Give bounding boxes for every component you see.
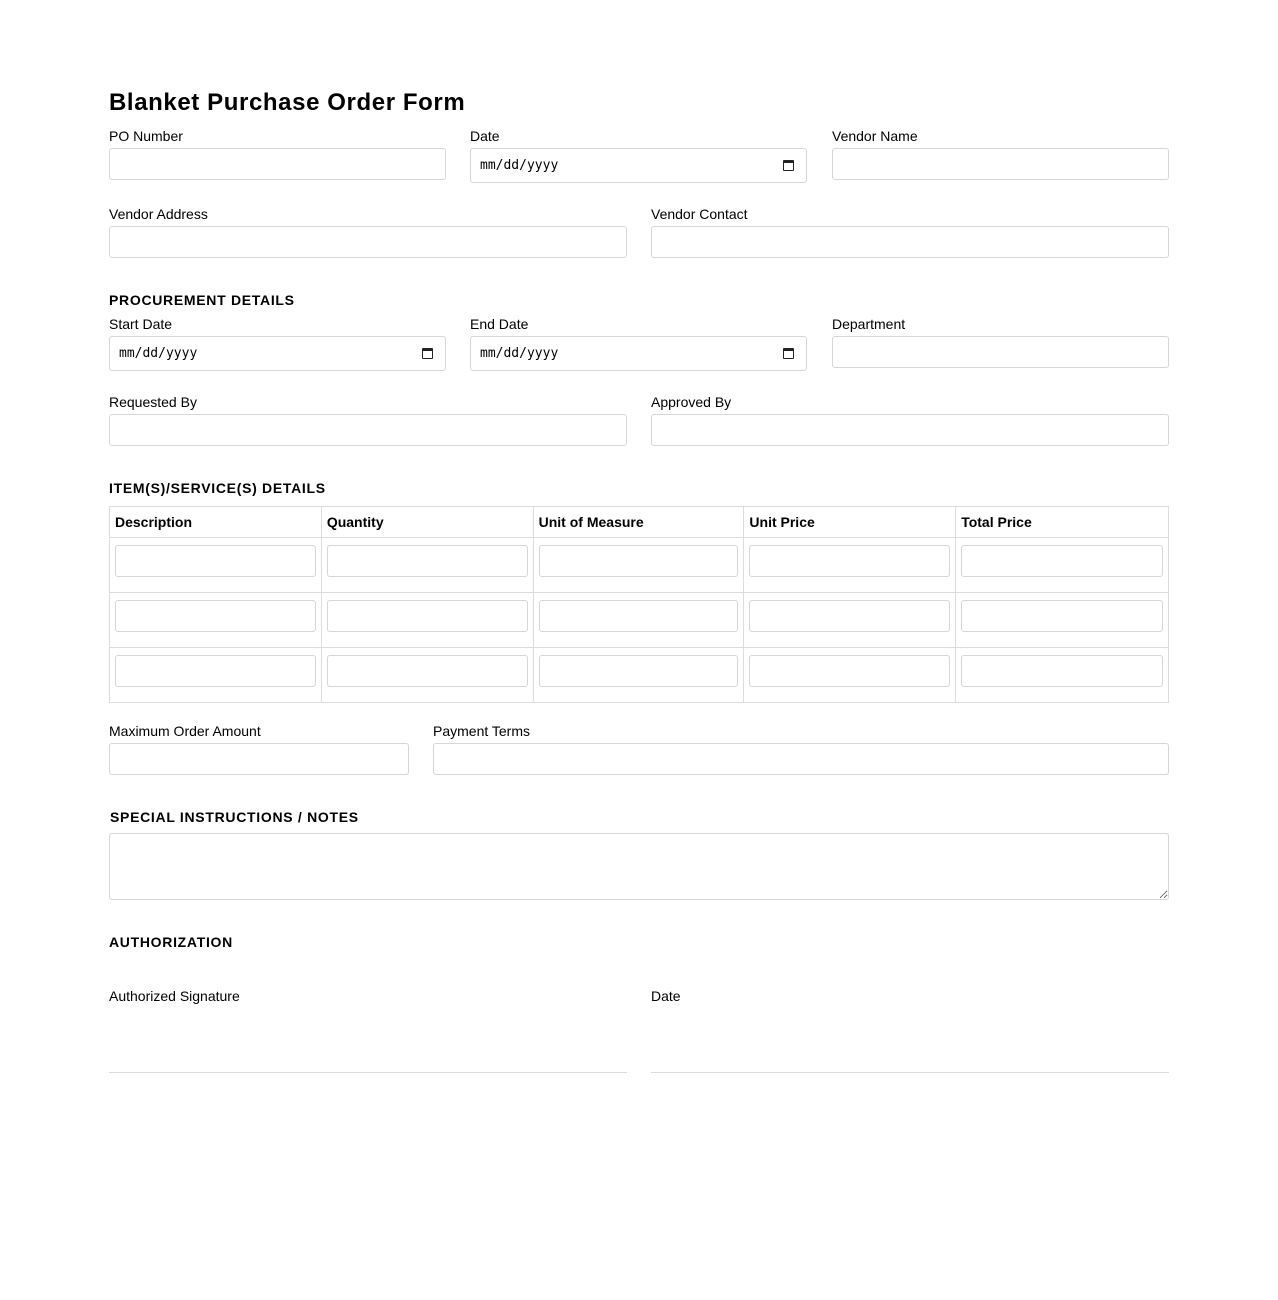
procurement-heading: PROCUREMENT DETAILS	[109, 292, 295, 308]
start-date-field	[109, 316, 446, 371]
max-order-amount-label: Maximum Order Amount	[109, 723, 261, 739]
vendor-name-field	[832, 128, 1169, 180]
date-label: Date	[470, 128, 500, 144]
page-title: Blanket Purchase Order Form	[109, 89, 466, 116]
vendor-address-field	[109, 206, 627, 258]
notes-heading: SPECIAL INSTRUCTIONS / NOTES	[110, 809, 359, 825]
total-price-cell	[956, 648, 1169, 703]
quantity-cell	[321, 593, 533, 648]
unit-price-cell	[744, 593, 956, 648]
po-number-input[interactable]	[109, 148, 446, 180]
approved-by-field	[651, 394, 1169, 446]
unit-of-measure-input[interactable]	[539, 545, 739, 577]
start-date-input[interactable]	[109, 336, 446, 371]
quantity-input[interactable]	[327, 600, 528, 632]
table-row	[110, 593, 1169, 648]
column-header-quantity: Quantity	[321, 507, 533, 538]
po-number-field	[109, 128, 446, 180]
signature-field	[109, 988, 627, 1008]
description-input[interactable]	[115, 545, 316, 577]
signature-date-field	[651, 988, 1169, 1008]
end-date-label: End Date	[470, 316, 529, 332]
start-date-label: Start Date	[109, 316, 173, 332]
total-price-input[interactable]	[961, 600, 1163, 632]
vendor-contact-field	[651, 206, 1169, 258]
notes-textarea[interactable]	[109, 833, 1169, 900]
quantity-cell	[321, 648, 533, 703]
max-order-amount-field	[109, 723, 409, 775]
calendar-icon[interactable]	[783, 348, 794, 359]
column-header-description: Description	[110, 507, 322, 538]
total-price-input[interactable]	[961, 655, 1163, 687]
description-input[interactable]	[115, 655, 316, 687]
unit-of-measure-cell	[533, 648, 744, 703]
authorization-heading: AUTHORIZATION	[109, 934, 233, 950]
quantity-cell	[321, 538, 533, 593]
max-order-amount-input[interactable]	[109, 743, 409, 775]
unit-price-input[interactable]	[749, 655, 950, 687]
start-date-placeholder: mm/dd/yyyy	[119, 346, 198, 361]
vendor-name-label: Vendor Name	[832, 128, 918, 144]
payment-terms-label: Payment Terms	[433, 723, 530, 739]
items-heading: ITEM(S)/SERVICE(S) DETAILS	[109, 480, 326, 496]
unit-price-input[interactable]	[749, 545, 950, 577]
total-price-input[interactable]	[961, 545, 1163, 577]
unit-price-cell	[744, 648, 956, 703]
signature-date-line[interactable]	[651, 1072, 1169, 1073]
department-field	[832, 316, 1169, 368]
end-date-input[interactable]	[470, 336, 807, 371]
quantity-input[interactable]	[327, 545, 528, 577]
approved-by-label: Approved By	[651, 394, 732, 410]
date-field	[470, 128, 807, 183]
unit-of-measure-input[interactable]	[539, 655, 739, 687]
signature-label: Authorized Signature	[109, 988, 240, 1004]
description-cell	[110, 538, 322, 593]
signature-date-label: Date	[651, 988, 681, 1004]
calendar-icon[interactable]	[422, 348, 433, 359]
end-date-field	[470, 316, 807, 371]
department-input[interactable]	[832, 336, 1169, 368]
vendor-address-input[interactable]	[109, 226, 627, 258]
column-header-unit-of-measure: Unit of Measure	[533, 507, 744, 538]
column-header-total-price: Total Price	[956, 507, 1169, 538]
vendor-contact-input[interactable]	[651, 226, 1169, 258]
unit-of-measure-input[interactable]	[539, 600, 739, 632]
vendor-contact-label: Vendor Contact	[651, 206, 748, 222]
unit-price-cell	[744, 538, 956, 593]
calendar-icon[interactable]	[783, 160, 794, 171]
payment-terms-field	[433, 723, 1169, 775]
department-label: Department	[832, 316, 906, 332]
description-cell	[110, 593, 322, 648]
description-input[interactable]	[115, 600, 316, 632]
date-placeholder: mm/dd/yyyy	[480, 158, 559, 173]
vendor-name-input[interactable]	[832, 148, 1169, 180]
items-table	[109, 506, 1169, 703]
date-input[interactable]	[470, 148, 807, 183]
table-row	[110, 648, 1169, 703]
approved-by-input[interactable]	[651, 414, 1169, 446]
payment-terms-input[interactable]	[433, 743, 1169, 775]
end-date-placeholder: mm/dd/yyyy	[480, 346, 559, 361]
signature-line[interactable]	[109, 1072, 627, 1073]
vendor-address-label: Vendor Address	[109, 206, 208, 222]
requested-by-input[interactable]	[109, 414, 627, 446]
requested-by-field	[109, 394, 627, 446]
unit-price-input[interactable]	[749, 600, 950, 632]
column-header-unit-price: Unit Price	[744, 507, 956, 538]
quantity-input[interactable]	[327, 655, 528, 687]
requested-by-label: Requested By	[109, 394, 197, 410]
total-price-cell	[956, 593, 1169, 648]
po-number-label: PO Number	[109, 128, 183, 144]
unit-of-measure-cell	[533, 538, 744, 593]
total-price-cell	[956, 538, 1169, 593]
table-row	[110, 538, 1169, 593]
table-header-row	[110, 507, 1169, 538]
unit-of-measure-cell	[533, 593, 744, 648]
description-cell	[110, 648, 322, 703]
